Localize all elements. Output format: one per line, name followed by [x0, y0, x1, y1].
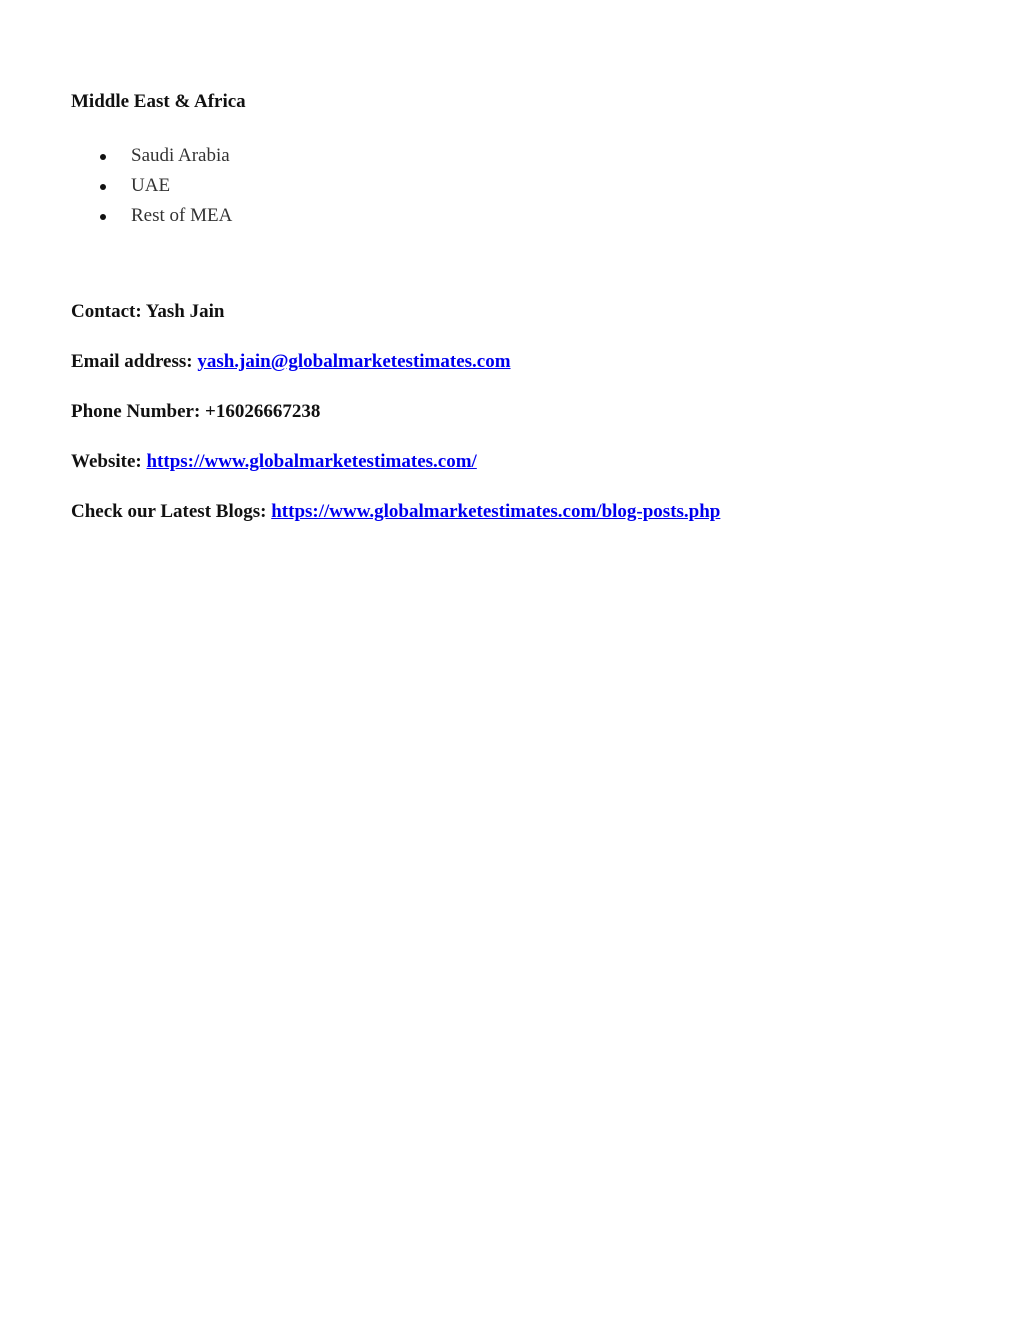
list-item-label: Saudi Arabia [131, 145, 230, 166]
phone-number: Phone Number: +16026667238 [71, 401, 321, 422]
email-link[interactable]: yash.jain@globalmarketestimates.com [197, 351, 511, 372]
website-link[interactable]: https://www.globalmarketestimates.com/ [146, 451, 477, 472]
blogs-label: Check our Latest Blogs: [71, 501, 267, 522]
contact-name: Contact: Yash Jain [71, 301, 225, 322]
website-row [71, 451, 477, 473]
bullet-icon [100, 184, 106, 190]
website-label: Website: [71, 451, 142, 472]
blogs-link[interactable]: https://www.globalmarketestimates.com/blog-posts.php [271, 501, 721, 522]
list-item-label: UAE [131, 175, 171, 196]
bullet-icon [100, 154, 106, 160]
email-row [71, 351, 511, 373]
list-item-label: Rest of MEA [131, 205, 233, 226]
bullet-icon [100, 214, 106, 220]
region-heading: Middle East & Africa [71, 91, 246, 112]
blogs-row [71, 501, 720, 523]
email-label: Email address: [71, 351, 193, 372]
